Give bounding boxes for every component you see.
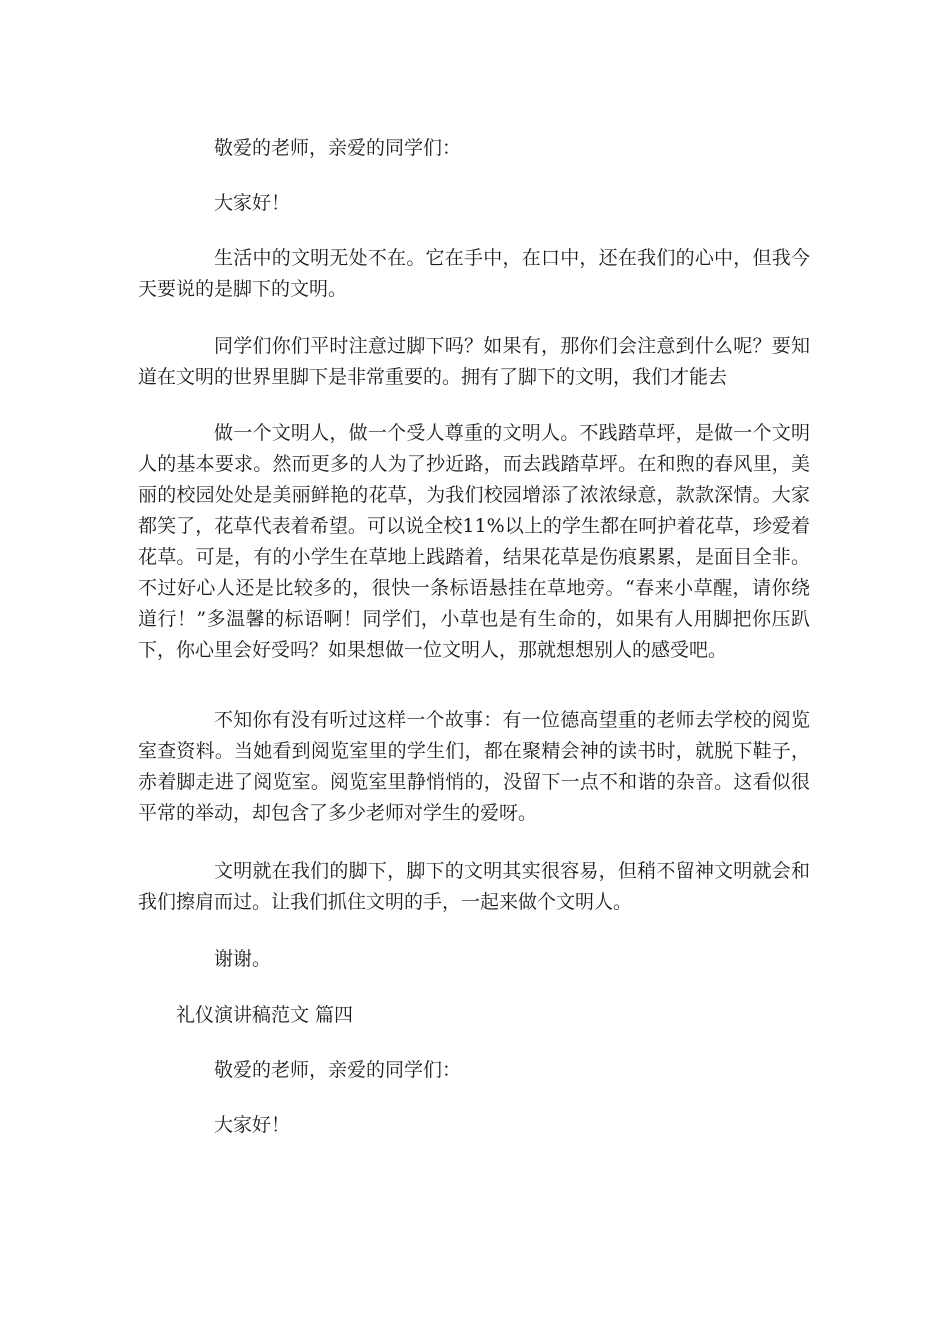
- greeting: 大家好！: [214, 192, 291, 214]
- paragraph-1: 生活中的文明无处不在。它在手中，在口中，还在我们的心中，但我今天要说的是脚下的文明。: [138, 247, 810, 300]
- section-heading: 礼仪演讲稿范文 篇四: [176, 1004, 354, 1026]
- paragraph-5: 文明就在我们的脚下，脚下的文明其实很容易，但稍不留神文明就会和我们擦肩而过。让我们抓住文明的手，一起来做个文明人。: [138, 860, 810, 913]
- section-greeting: 大家好！: [214, 1114, 291, 1136]
- section-salutation: 敬爱的老师，亲爱的同学们：: [214, 1059, 462, 1081]
- thanks: 谢谢。: [214, 948, 272, 970]
- paragraph-4: 不知你有没有听过这样一个故事：有一位德高望重的老师去学校的阅览室查资料。当她看到阅览室里的学生们，都在聚精会神的读书时，就脱下鞋子，赤着脚走进了阅览室。阅览室里静悄悄的，没留下一点不和谐的杂音。这看似很平常的举动，却包含了多少老师对学生的爱呀。: [138, 709, 810, 824]
- paragraph-2: 同学们你们平时注意过脚下吗？如果有，那你们会注意到什么呢？要知道在文明的世界里脚下是非常重要的。拥有了脚下的文明，我们才能去: [138, 335, 810, 388]
- paragraph-3: 做一个文明人，做一个受人尊重的文明人。不践踏草坪，是做一个文明人的基本要求。然而更多的人为了抄近路，而去践踏草坪。在和煦的春风里，美丽的校园处处是美丽鲜艳的花草，为我们校园增添了浓浓绿意，款款深情。大家都笑了，花草代表着希望。可以说全校11%以上的学生都在呵护着花草，珍爱着花草。可是，有的小学生在草地上践踏着，结果花草是伤痕累累，是面目全非。不过好心人还是比较多的，很快一条标语悬挂在草地旁。“春来小草醒，请你绕道行！”多温馨的标语啊！同学们，小草也是有生命的，如果有人用脚把你压趴下，你心里会好受吗？如果想做一位文明人，那就想想别人的感受吧。: [138, 422, 810, 661]
- salutation: 敬爱的老师，亲爱的同学们：: [214, 137, 462, 159]
